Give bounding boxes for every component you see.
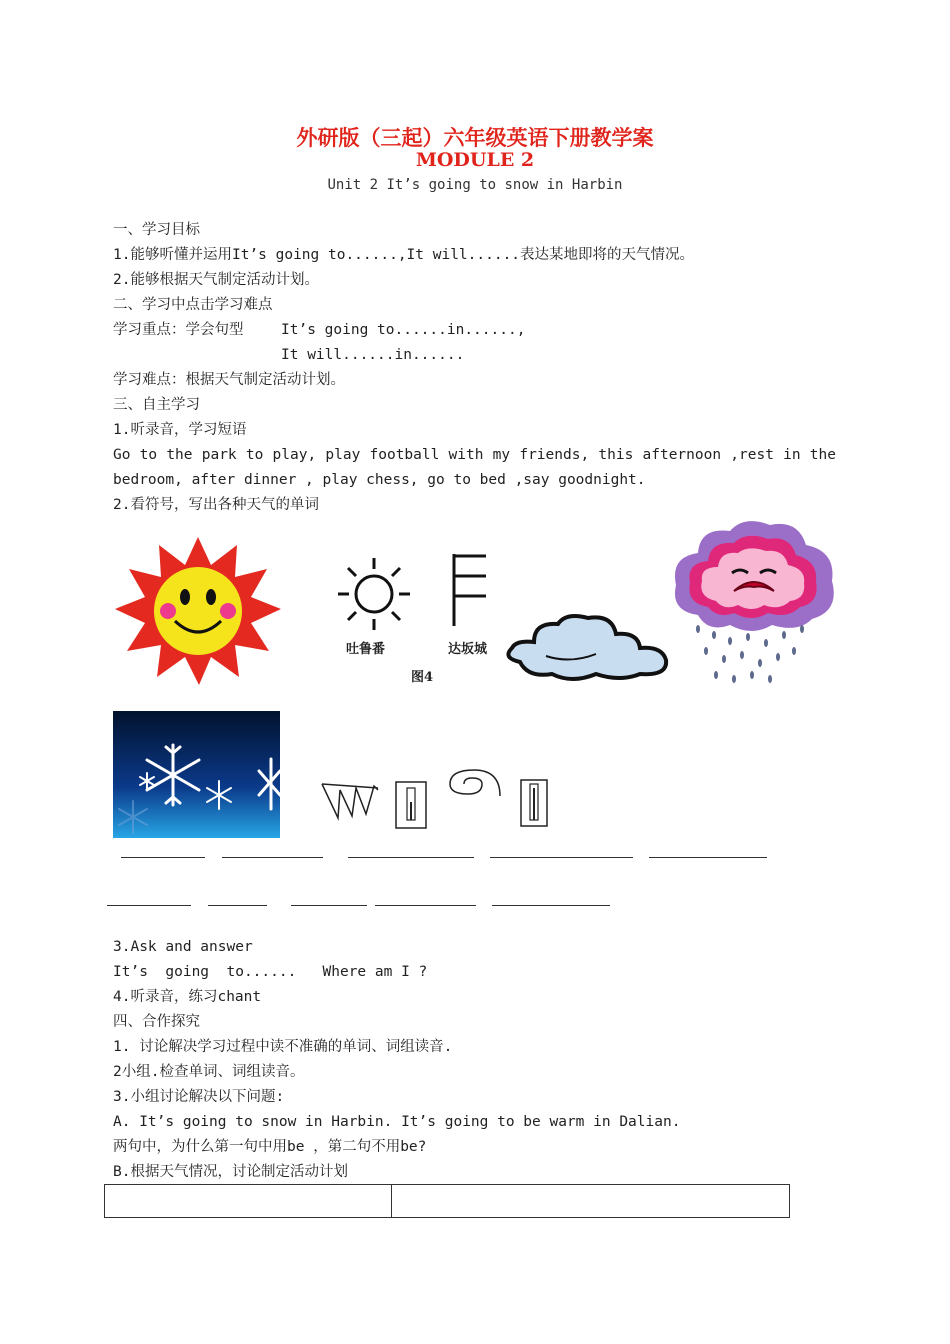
answer-blank[interactable] — [492, 905, 610, 906]
table-divider — [391, 1185, 392, 1217]
rain-cloud-icon — [668, 515, 840, 685]
section4-heading: 四、合作探究 — [113, 1014, 200, 1030]
city1-label: 吐鲁番 — [346, 642, 386, 657]
figure-caption: 图4 — [411, 670, 434, 685]
document-title: 外研版（三起）六年级英语下册教学案 — [296, 125, 654, 150]
wind-swirl-icon — [444, 766, 504, 800]
section4-itemA-question: 两句中，为什么第一句中用be ，第二句不用be? — [113, 1139, 427, 1155]
city2-label: 达坂城 — [448, 642, 488, 657]
activity-plan-table — [104, 1184, 790, 1218]
snowflake-icon — [113, 711, 280, 838]
section3-item3: 3.Ask and answer — [113, 939, 253, 955]
section4-item2: 2小组.检查单词、词组读音。 — [113, 1064, 305, 1080]
section3-item3-sentence: It’s going to...... Where am I ? — [113, 964, 428, 980]
answer-blank[interactable] — [107, 905, 191, 906]
key-pattern2: It will......in...... — [281, 347, 465, 363]
phrases-line2: bedroom, after dinner , play chess, go to bed ,say goodnight. — [113, 472, 646, 488]
section3-item2: 2.看符号，写出各种天气的单词 — [113, 497, 319, 513]
difficulty: 学习难点：根据天气制定活动计划。 — [113, 372, 345, 388]
section1-item1: 1.能够听懂并运用It’s going to......,It will......表达某地即将的天气情况。 — [113, 247, 695, 263]
unit-title: Unit 2 It’s going to snow in Harbin — [327, 177, 623, 193]
sun-symbol-icon — [336, 556, 412, 632]
answer-blank[interactable] — [208, 905, 267, 906]
section1-heading: 一、学习目标 — [113, 222, 200, 238]
section4-item3: 3.小组讨论解决以下问题: — [113, 1089, 285, 1105]
answer-blank[interactable] — [375, 905, 476, 906]
section4-itemB: B.根据天气情况，讨论制定活动计划 — [113, 1164, 348, 1180]
sunny-sun-icon — [113, 535, 283, 685]
section3-item1: 1.听录音，学习短语 — [113, 422, 247, 438]
answer-blank[interactable] — [222, 857, 323, 858]
phrases-line1: Go to the park to play, play football with my friends, this afternoon ,rest in the — [113, 447, 836, 463]
module-title: MODULE 2 — [415, 149, 535, 171]
section2-heading: 二、学习中点击学习难点 — [113, 297, 273, 313]
section3-heading: 三、自主学习 — [113, 397, 200, 413]
windy-sketch-icon — [320, 780, 380, 824]
answer-blank[interactable] — [348, 857, 474, 858]
section1-item2: 2.能够根据天气制定活动计划。 — [113, 272, 319, 288]
section4-itemA: A. It’s going to snow in Harbin. It’s going to be warm in Dalian. — [113, 1114, 681, 1130]
wind-symbol-icon — [448, 552, 492, 628]
cloud-icon — [500, 612, 670, 684]
thermometer-cold-icon — [395, 780, 431, 830]
answer-blank[interactable] — [490, 857, 633, 858]
answer-blank[interactable] — [121, 857, 205, 858]
thermometer-hot-icon — [520, 778, 550, 828]
answer-blank[interactable] — [291, 905, 367, 906]
table-cell[interactable] — [393, 1185, 789, 1217]
key-label: 学习重点：学会句型 — [113, 322, 244, 338]
section3-item4: 4.听录音，练习chant — [113, 989, 262, 1005]
answer-blank[interactable] — [649, 857, 767, 858]
key-pattern1: It’s going to......in......, — [281, 322, 526, 338]
table-cell[interactable] — [105, 1185, 391, 1217]
section4-item1: 1. 讨论解决学习过程中读不准确的单词、词组读音. — [113, 1039, 453, 1055]
